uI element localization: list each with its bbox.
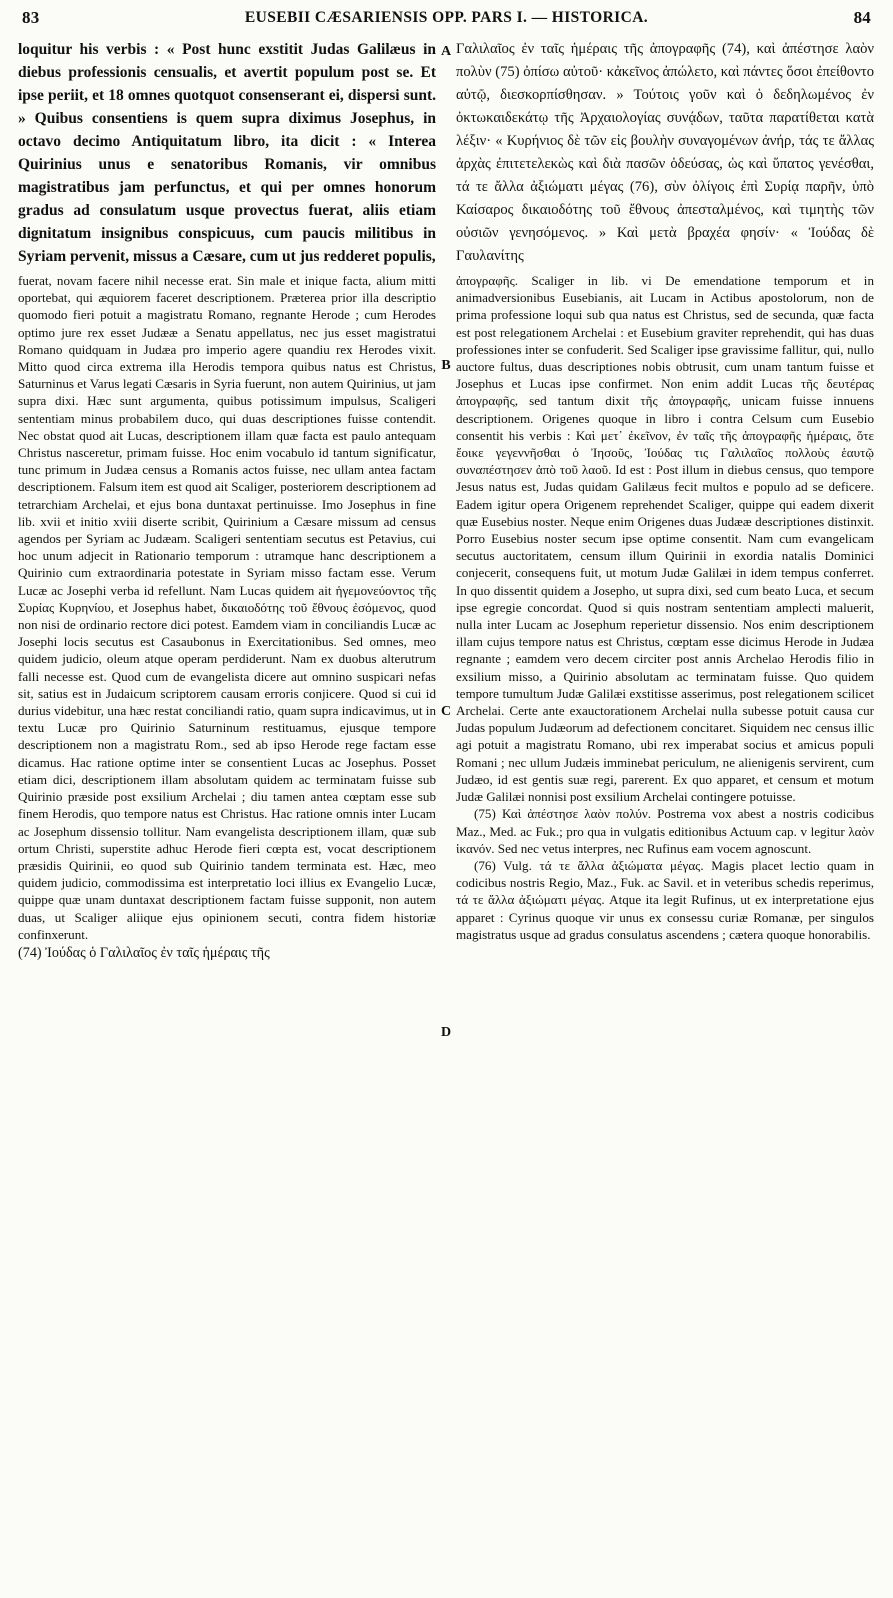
right-commentary-text: ἀπογραφῆς. Scaliger in lib. vi De emendatione temporum et in animadversionibus Eusebianis, ait Lucam in Actibus apostolorum, non de prima professione loqui sub qua natus est Christus, sed de secunda, quæ facta est post relegationem Archelai : et Eusebium graviter reprehendit, qui has duas professiones inter se confuderit. Sed Scaliger ipse gravissime fallitur, qui, nullo auctore fultus, duas descriptiones nobis obtrusit, cum unam tantum fuisse et Josephus et Lucas ipse confirmet. Non enim addit Lucas τῆς δευτέρας ἀπογραφῆς, sed tantum dixit τῆς ἀπογραφῆς, unicam fuisse innuens descriptionem. Origenes quoque in libro i contra Celsum cum Eusebio consentit his verbis : Καὶ μετ᾽ ἐκεῖνον, ἐν ταῖς τῆς ἀπογραφῆς ἡμέραις, ὅτε ἔοικε γεγεννῆσθαι ὁ Ἰησοῦς, Ἰούδας τις Γαλιλαῖος πολλοὺς ἑαυτῷ συναπέστησεν ἀπὸ τοῦ λαοῦ. Id est : Post illum in diebus census, quo tempore Jesus natus est, Judas quidam Galilæus fecit multos e populo ad se deficere. Eadem igitur opera Origenem reprehendet Scaliger, quippe qui eadem dixerit quæ Eusebius noster. Neque enim Origenes duas Judææ descriptiones distinxit. Porro Eusebius noster secum ipse optime consentit. Nam cum evangelicam secutus auctoritatem, censum illum Quirinii in exordia natalis Dominici conjecerit, consequens fuit, ut motum Judæ Galilæi in idem tempus conferret. In quo dissentit quidem a Josepho, ut supra dixi, sed cum beato Luca, et secum ipse egregie concordat. Quod si quis nostram sententiam amplecti maluerit, nulla inter Lucam ac Josephum reperietur dissensio. Nos enim descriptionem illam cujus tempore natus est Christus, cœptam esse dicimus Herode in Judæa regnante ; eamdem vero decem circiter post annis Archelao Herodis filio in exsilium misso, a Quirinio absolutam ac terminatam fuisse. Quo quidem tempore tumultum Judæ Galilæi exstitisse asserimus, post relegationem scilicet Archelai. Certe ante exauctorationem Archelai nulla subesse potuit causa cur Judas populum Judæorum ad defectionem concitaret. Siquidem nec census illic agi potuit a magistratu Romano, ubi rex imperabat socius et amicus populi Romani ; nec ullum Judæis imminebat periculum, ne alienigenis servirent, cum Judæo, id est gentis suæ regi, parerent. Ex quo apparet, et censum et motum Judæ Galilæi nonnisi post exsilium Archelai contingere potuisse. — [456, 273, 874, 805]
left-intro-text: loquitur his verbis : « Post hunc exstitit Judas Galilæus in diebus professionis censualis, et avertit populum post se. Et ipse periit, et 18 omnes quotquot consenserant ei, dispersi sunt. » Quibus consentiens is quem supra diximus Josephus, in octavo decimo Antiquitatum libro, ita dicit : « Interea Quirinius unus e senatoribus Romanis, vir omnibus magistratibus jam perfunctus, et qui per omnes honorum gradus ad consulatum usque provectus fuerat, aliis etiam dignitatum insignibus conspicuus, cum paucis militibus in Syriam pervenit, missus a Cæsare, cum ut jus redderet populis, — [18, 41, 436, 265]
footnote-76: (76) Vulg. τά τε ἄλλα ἀξιώματα μέγας. Magis placet lectio quam in codicibus nostris Regio, Maz., Fuk. ac Savil. et in veteribus schedis reperimus, τά τε ἄλλα ἀξιώματι μέγας. Atque ita legit Rufinus, ut ex interpretatione ejus apparet : Cyrinus quoque vir unus ex consessu curiæ Romanæ, per singulos magistratus usque ad gradus consulatus ascendens ; cætera quoque honorabilis. — [456, 857, 874, 942]
running-title: EUSEBII CÆSARIENSIS OPP. PARS I. — HISTORICA. — [244, 9, 649, 26]
footnote-74-heading: (74) Ἰούδας ὁ Γαλιλαῖος ἐν ταῖς ἡμέραις τῆς — [18, 944, 270, 961]
section-marker-b: B — [441, 358, 451, 373]
page-header — [22, 4, 871, 32]
footnote-75: (75) Καὶ ἀπέστησε λαὸν πολύν. Postrema vox abest a nostris codicibus Maz., Med. ac Fuk.; pro qua in vulgatis editionibus Actuum cap. v legitur λαὸν ἱκανόν. Sed nec vetus interpres, nec Rufinus eam vocem agnoscunt. — [456, 806, 874, 856]
section-marker-a: A — [440, 44, 452, 59]
left-commentary-text: fuerat, novam facere nihil necesse erat. Sin male et inique facta, alium mitti oportebat, qui æquiorem faceret descriptionem. Præterea prior illa descriptio quomodo fieri potuit a magistratu Romano, regnante Herode ; cum Herodes optimo jure rex esset Judææ a Senatu appellatus, nec jus esset magistratui Romano quidquam in Judæa pro imperio agere quandiu rex Herodes vixit. Mitto quod circa extrema illa Herodis tempora quibus natus est Christus, Saturninus et Varus legati Cæsaris in Syria fuerunt, non autem Quirinius, ut jam supra dixi. Hæc sunt argumenta, quibus potissimum impulsus, Scaligeri sententiam minus probabilem duco, qui duas descriptiones fuisse contendit. Nec obstat quod ait Lucas, descriptionem illam quæ facta est paulo antequam Christus nasceretur, primam fuisse. Hoc enim vocabulo id tantum significatur, tunc primum in Judæa census a Romanis actos fuisse, nec ullam antea factam descriptionem. Falsum item est quod ait Scaliger, posteriorem descriptionem ad tetrarchiam Archelai, et ejus bona duntaxat pertinuisse. Imo Josephus in fine lib. xvii et initio xviii diserte scribit, Quirinium a Cæsare missum ad census agendos per Syriam ac Judæam. Scaligeri sententiam secutus est Petavius, cui hoc unum adjecit in Rationario temporum : utramque hanc descriptionem a Quirinio cum extraordinaria potestate in Syriam misso factam esse. Verum Lucæ ac Josephi verba id refellunt. Nam Lucas quidem ait ἡγεμονεύοντος τῆς Συρίας Κυρηνίου, et Josephus habet, δικαιοδότης τοῦ ἔθνους ἐσόμενος, quod non nisi de ordinario rectore dici potest. Eamdem viam in conciliandis Lucæ ac Josephi locis secutus est Casaubonus in Exercitationibus. Sed omnes, meo quidem judicio, oleum atque operam perdiderunt. Nam ex duobus alterutrum falli necesse est. Quod cum de evangelista dicere aut omnino suspicari nefas sit, satius est in Judaicum scriptorem causam erroris conjicere. Quod si cui id durius videbitur, una hæc restat conciliandi ratio, quam supra indicavimus, ut in textu Lucæ pro Quirinio Saturninum restituamus, ejusque tempore descriptionem non a magistratu Rom., sed ab ipso Herode rege factam esse dicamus. Hac ratione optime inter se consentient Lucas ac Josephus. Posset etiam dici, descriptionem illam absolutam quidem ac terminatam fuisse sub Quirinio præside post exsilium Archelai ; diu tamen antea cœptam esse sub finem Herodis, quo tempore natus est Christus. Hac ratione omnis inter Lucam ac Josephum dissensio tollitur. Nam evangelista descriptionem illam, quæ sub ortum Christi, superstite adhuc Herode fieri cœpta est, vocat descriptionem præsidis Quirinii, eo quod sub Quirinio tandem terminata est. Hæc, meo quidem judicio, commodissima est interpretatio loci illius ex Evangelio Lucæ, quippe quæ unam duntaxat descriptionem factam fuisse supponit, non autem duas, ut Scaliger aliique ejus opinionem secuti, contra fidem historiæ confinxerunt. — [18, 273, 436, 942]
left-column — [18, 38, 436, 963]
page-number-right: 84 — [853, 8, 871, 27]
section-marker-c: C — [440, 704, 452, 719]
page-number-left: 83 — [22, 8, 40, 27]
section-marker-d: D — [440, 1025, 452, 1040]
right-column — [456, 38, 874, 943]
right-greek-text: Γαλιλαῖος ἐν ταῖς ἡμέραις τῆς ἀπογραφῆς (74), καὶ ἀπέστησε λαὸν πολὺν (75) ὀπίσω αὐτοῦ· κἀκεῖνος ἀπώλετο, καὶ πάντες ὅσοι ἐπείθοντο αὐτῷ, διεσκορπίσθησαν. » Τούτοις γοῦν καὶ ὁ δεδηλωμένος ἐν ὀκτωκαιδεκάτῳ τῆς Ἀρχαιολογίας συνᾴδων, ταῦτα παρατίθεται κατὰ λέξιν· « Κυρήνιος δὲ τῶν εἰς βουλὴν συναγομένων ἀνήρ, τάς τε ἄλλας ἀρχὰς ἐπιτετελεκὼς καὶ διὰ πασῶν ὁδεύσας, ὡς καὶ ὕπατος γενέσθαι, τά τε ἄλλα ἀξιώματι μέγας (76), σὺν ὀλίγοις ἐπὶ Συρίᾳ παρῆν, ὑπὸ Καίσαρος δικαιοδότης τοῦ ἔθνους ἀπεσταλμένος, καὶ τιμητὴς τῶν οὐσιῶν γενησόμενος. » Καὶ μετὰ βραχέα φησίν· « Ἰούδας δὲ Γαυλανίτης — [456, 41, 874, 264]
